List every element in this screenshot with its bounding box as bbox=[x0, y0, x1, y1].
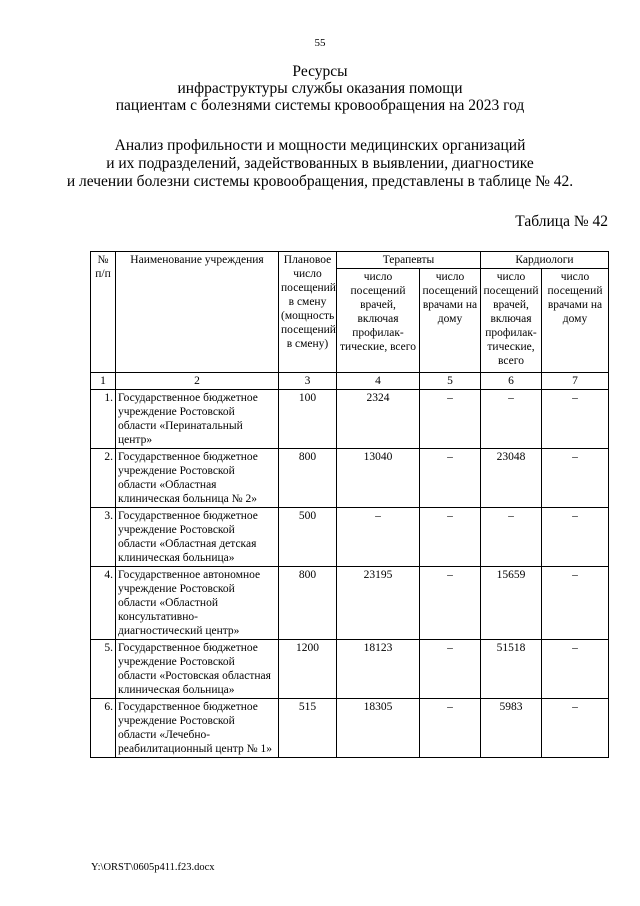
column-number-row bbox=[91, 373, 609, 390]
row-name: Государственное бюджетное учреждение Ростовской области «Областная детская клиническая больница» bbox=[116, 508, 279, 567]
row-card-total: 51518 bbox=[481, 640, 542, 699]
row-num: 1. bbox=[91, 390, 116, 449]
row-num: 6. bbox=[91, 699, 116, 758]
row-card-home: – bbox=[542, 567, 609, 640]
row-ther-total: 18305 bbox=[337, 699, 420, 758]
row-ther-home: – bbox=[420, 390, 481, 449]
header-planned: Плановое число посещений в смену (мощность посещений в смену) bbox=[279, 252, 337, 373]
table-row bbox=[91, 640, 609, 699]
row-num: 3. bbox=[91, 508, 116, 567]
intro-line: и их подразделений, задействованных в выявлении, диагностике bbox=[106, 155, 534, 172]
row-ther-total: – bbox=[337, 508, 420, 567]
header-card-total: число посещений врачей, включая профилак-тические, всего bbox=[481, 269, 542, 373]
page-number: 55 bbox=[314, 37, 326, 49]
header-ther-total: число посещений врачей, включая профилак-тические, всего bbox=[337, 269, 420, 373]
row-card-total: 5983 bbox=[481, 699, 542, 758]
row-planned: 800 bbox=[279, 449, 337, 508]
row-name: Государственное бюджетное учреждение Ростовской области «Перинатальный центр» bbox=[116, 390, 279, 449]
row-ther-home: – bbox=[420, 640, 481, 699]
row-ther-home: – bbox=[420, 567, 481, 640]
row-planned: 500 bbox=[279, 508, 337, 567]
title-line: Ресурсы bbox=[292, 63, 348, 80]
title-line: пациентам с болезнями системы кровообращения на 2023 год bbox=[115, 97, 525, 114]
row-num: 2. bbox=[91, 449, 116, 508]
column-number: 1 bbox=[91, 373, 116, 390]
header-num: № п/п bbox=[91, 252, 116, 373]
table-row bbox=[91, 390, 609, 449]
header-ther-home: число посещений врачами на дому bbox=[420, 269, 481, 373]
row-ther-total: 23195 bbox=[337, 567, 420, 640]
row-ther-total: 18123 bbox=[337, 640, 420, 699]
row-card-total: 15659 bbox=[481, 567, 542, 640]
row-planned: 100 bbox=[279, 390, 337, 449]
row-ther-home: – bbox=[420, 699, 481, 758]
row-ther-home: – bbox=[420, 449, 481, 508]
table-row bbox=[91, 508, 609, 567]
column-number: 4 bbox=[337, 373, 420, 390]
row-num: 5. bbox=[91, 640, 116, 699]
title-line: инфраструктуры службы оказания помощи bbox=[177, 80, 463, 97]
intro-line: и лечении болезни системы кровообращения, представлены в таблице № 42. bbox=[66, 173, 574, 190]
column-number: 6 bbox=[481, 373, 542, 390]
row-name: Государственное бюджетное учреждение Ростовской области «Лечебно-реабилитационный центр № 1» bbox=[116, 699, 279, 758]
column-number: 7 bbox=[542, 373, 609, 390]
document-title bbox=[0, 63, 640, 114]
row-card-home: – bbox=[542, 508, 609, 567]
row-card-home: – bbox=[542, 699, 609, 758]
row-card-home: – bbox=[542, 640, 609, 699]
row-num: 4. bbox=[91, 567, 116, 640]
row-planned: 515 bbox=[279, 699, 337, 758]
row-planned: 800 bbox=[279, 567, 337, 640]
header-name: Наименование учреждения bbox=[116, 252, 279, 373]
table-row bbox=[91, 699, 609, 758]
resources-table bbox=[90, 251, 609, 758]
row-ther-total: 2324 bbox=[337, 390, 420, 449]
header-cardiologists: Кардиологи bbox=[481, 252, 609, 269]
intro-paragraph bbox=[0, 137, 640, 191]
row-planned: 1200 bbox=[279, 640, 337, 699]
table-header-row bbox=[91, 252, 609, 269]
row-ther-home: – bbox=[420, 508, 481, 567]
table-row bbox=[91, 567, 609, 640]
table-label: Таблица № 42 bbox=[515, 213, 608, 230]
intro-line: Анализ профильности и мощности медицинских организаций bbox=[114, 137, 526, 154]
row-card-home: – bbox=[542, 390, 609, 449]
column-number: 3 bbox=[279, 373, 337, 390]
row-card-total: – bbox=[481, 508, 542, 567]
row-name: Государственное автономное учреждение Ростовской области «Областной консультативно-диагностический центр» bbox=[116, 567, 279, 640]
header-card-home: число посещений врачами на дому bbox=[542, 269, 609, 373]
header-therapists: Терапевты bbox=[337, 252, 481, 269]
row-card-total: 23048 bbox=[481, 449, 542, 508]
row-name: Государственное бюджетное учреждение Ростовской области «Областная клиническая больница № 2» bbox=[116, 449, 279, 508]
table-row bbox=[91, 449, 609, 508]
row-card-home: – bbox=[542, 449, 609, 508]
footer-file-path: Y:\ORST\0605p411.f23.docx bbox=[91, 862, 215, 873]
column-number: 5 bbox=[420, 373, 481, 390]
row-ther-total: 13040 bbox=[337, 449, 420, 508]
column-number: 2 bbox=[116, 373, 279, 390]
row-card-total: – bbox=[481, 390, 542, 449]
row-name: Государственное бюджетное учреждение Ростовской области «Ростовская областная клиническая больница» bbox=[116, 640, 279, 699]
